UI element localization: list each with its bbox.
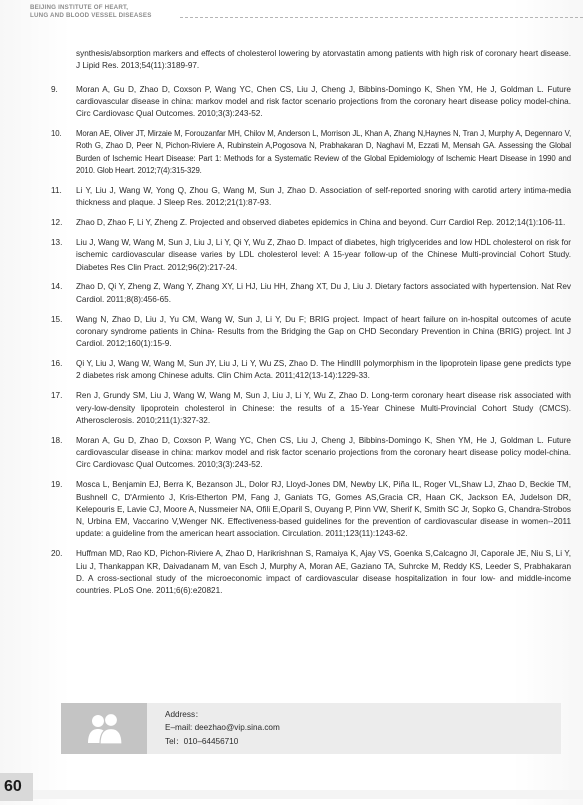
reference-number: 9. (51, 84, 58, 94)
reference-item (51, 479, 571, 540)
reference-item (51, 237, 571, 274)
reference-item (51, 128, 571, 177)
reference-text: Moran A, Gu D, Zhao D, Coxson P, Wang YC, Chen CS, Liu J, Cheng J, Bibbins-Domingo K, Shen YM, He J, Goldman L. Future cardiovascular disease in china: markov model and risk factor scenario projections from the coronary heart disease policy model-china. Circ Cardiovasc Qual Outcomes. 2010;3(3):243-52. (76, 84, 571, 119)
header-institute-line1: BEIJING INSTITUTE OF HEART, (30, 4, 129, 11)
reference-text: Zhao D, Qi Y, Zheng Z, Wang Y, Zhang XY, Li HJ, Liu HH, Zhang XT, Du J, Liu J. Dietary factors associated with hypertension. Nat Rev Cardiol. 2011;8(8):456-65. (76, 282, 571, 304)
reference-number: 20. (51, 549, 63, 559)
reference-number: 13. (51, 237, 63, 247)
reference-text: Li Y, Liu J, Wang W, Yong Q, Zhou G, Wang M, Sun J, Zhao D. Association of self-reported snoring with carotid artery intima-media thickness and plaque. J Sleep Res. 2012;21(1):87-93. (76, 185, 571, 208)
reference-number: 15. (51, 314, 63, 324)
reference-item (51, 281, 571, 306)
avatar (61, 703, 147, 754)
reference-item (51, 84, 571, 121)
reference-items (51, 84, 571, 598)
header-dashed-rule (180, 17, 583, 18)
reference-item (51, 185, 571, 210)
reference-text: Huffman MD, Rao KD, Pichon-Riviere A, Zhao D, Harikrishnan S, Ramaiya K, Ajay VS, Goenka S,Calcagno JI, Caporale JE, Niu S, Li Y, Liu J, Thankappan KR, Daivadanam M, van Esch J, Murphy A, Moran AE, Gaziano TA, Suhrcke M, Reddy KS, Leeder S, Prabhakaran D. A cross-sectional study of the microeconomic impact of cardiovascular disease hospitalization in four low- and middle-income countries. PLoS One. 2011;6(6):e20821. (76, 549, 571, 596)
reference-item (51, 358, 571, 383)
page-number: 60 (4, 778, 22, 795)
address-label: Address： (165, 710, 204, 719)
reference-number: 14. (51, 282, 63, 292)
reference-text: Qi Y, Liu J, Wang W, Wang M, Sun JY, Liu J, Li Y, Wu ZS, Zhao D. The HindIII polymorphism in the lipoprotein lipase gene predicts type 2 diabetes risk among Chinese adults. Clin Chim Acta. 2011;412(13-14):1229-33. (76, 359, 571, 381)
reference-text: Liu J, Wang W, Wang M, Sun J, Liu J, Li Y, Qi Y, Wu Z, Zhao D. Impact of diabetes, high triglycerides and low HDL cholesterol on risk for ischemic cardiovascular disease varies by LDL cholesterol level: A 15-year follow-up of the Chinese Multi-provincial Cohort Study. Diabetes Res Clin Pract. 2012;96(2):217-24. (76, 237, 571, 272)
reference-number: 18. (51, 435, 63, 445)
reference-list (51, 48, 571, 605)
reference-text: Mosca L, Benjamin EJ, Berra K, Bezanson JL, Dolor RJ, Lloyd-Jones DM, Newby LK, Piña IL, Roger VL,Shaw LJ, Zhao D, Beckie TM, Bushnell C, D'Armiento J, Kris-Etherton PM, Fang J, Ganiats TG, Gomes AS,Gracia CR, Haan CK, Jackson EA, Judelson DR, Kelepouris E, Lavie CJ, Moore A, Nussmeier NA, Ofili E,Oparil S, Ouyang P, Pinn VW, Sherif K, Smith SC Jr, Sopko G, Chandra-Strobos N, Urbina EM, Vaccarino V,Wenger NK. Effectiveness-based guidelines for the prevention of cardiovascular disease in women--2011 update: a guideline from the american heart association. Circulation. 2011;123(11):1243-62. (76, 480, 571, 539)
reference-number: 17. (51, 391, 63, 401)
bottom-strip (33, 790, 583, 799)
reference-item (51, 314, 571, 351)
reference-number: 11. (51, 185, 62, 195)
running-header (30, 4, 583, 24)
contact-box (61, 703, 561, 754)
reference-text: Wang N, Zhao D, Liu J, Yu CM, Wang W, Sun J, Li Y, Du F; BRIG project. Impact of heart failure on in-hospital outcomes of acute coronary syndrome patients in China- Results from the Bridging the Gap on CHD Secondary Prevention in China (BRIG) project. Int J Cardiol. 2012;160(1):15-9. (76, 314, 571, 349)
reference-continuation: synthesis/absorption markers and effects of cholesterol lowering by atorvastatin among patients with high risk of coronary heart disease. J Lipid Res. 2013;54(11):3189-97. (76, 49, 571, 71)
reference-text: Moran A, Gu D, Zhao D, Coxson P, Wang YC, Chen CS, Liu J, Cheng J, Bibbins-Domingo K, Shen YM, He J, Goldman L. Future cardiovascular disease in china: markov model and risk factor scenario projections from the coronary heart disease policy model-china. Circ Cardiovasc Qual Outcomes. 2010;3(3):243-52. (76, 435, 571, 470)
phone-text: Tel：010–64456710 (165, 736, 239, 746)
people-icon (86, 711, 124, 747)
reference-number: 10. (51, 129, 62, 139)
reference-text: Zhao D, Zhao F, Li Y, Zheng Z. Projected and observed diabetes epidemics in China and beyond. Curr Cardiol Rep. 2012;14(1):106-11. (76, 218, 566, 228)
reference-item (51, 435, 571, 472)
reference-number: 16. (51, 359, 63, 369)
reference-item (51, 390, 571, 427)
reference-number: 12. (51, 218, 63, 228)
header-institute-line2: LUNG AND BLOOD VESSEL DISEASES (30, 11, 152, 19)
reference-text: Moran AE, Oliver JT, Mirzaie M, Forouzanfar MH, Chilov M, Anderson L, Morrison JL, Khan A, Zhang N,Haynes N, Tran J, Murphy A, Degennaro V, Roth G, Zhao D, Peer N, Pichon-Riviere A, Rubinstein A,Pogosova N, Prabhakaran D, Naghavi M, Ezzati M, Mensah GA. Assessing the Global Burden of Ischemic Heart Disease: Part 1: Methods for a Systematic Review of the Global Epidemiology of Ischemic Heart Disease in 1990 and 2010. Glob Heart. 2012;7(4):315-329. (76, 129, 571, 175)
reference-number: 19. (51, 480, 63, 490)
email-text: E–mail: deezhao@vip.sina.com (165, 723, 280, 733)
page-number-tab (0, 773, 33, 801)
reference-item (51, 217, 571, 229)
reference-text: Ren J, Grundy SM, Liu J, Wang W, Wang M, Sun J, Liu J, Li Y, Wu Z, Zhao D. Long-term coronary heart disease risk associated with very-low-density lipoprotein cholesterol in Chinese: the results of a 15-Year Chinese Multi-Provincial Cohort Study (CMCS). Atherosclerosis. 2010;211(1):327-32. (76, 391, 571, 425)
contact-details (165, 708, 280, 748)
reference-item (51, 548, 571, 597)
